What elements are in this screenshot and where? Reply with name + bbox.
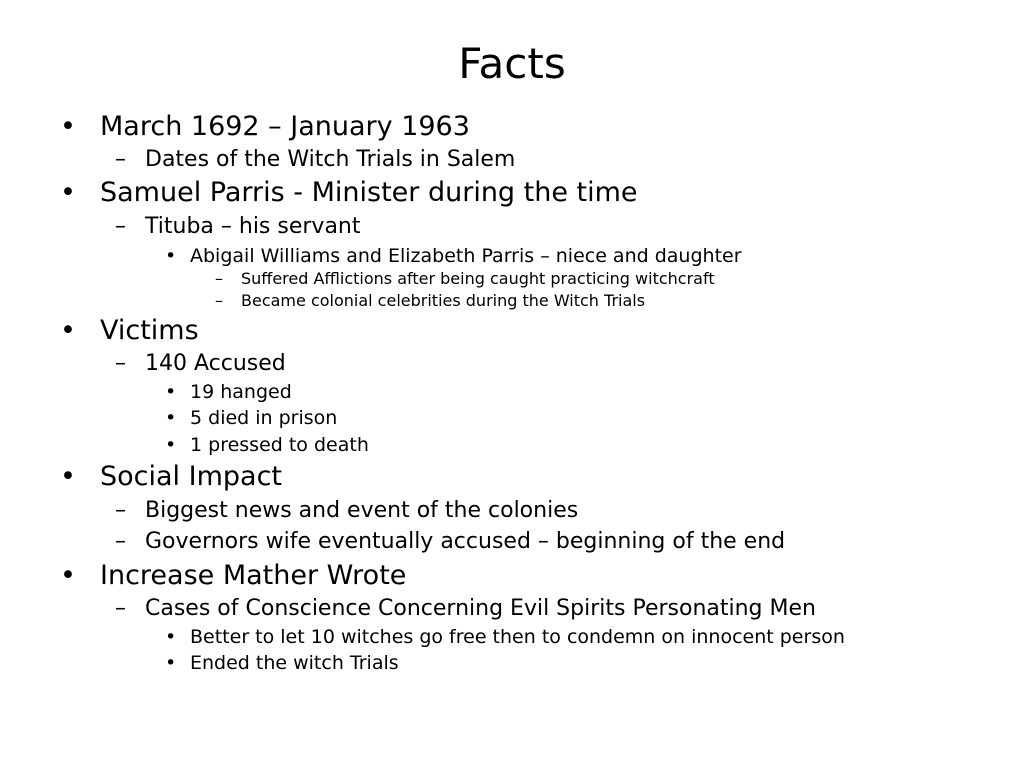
bullet-level-1-text: Social Impact [100,461,283,492]
bullet-marker: • [60,461,76,492]
bullet-level-3-text: Abigail Williams and Elizabeth Parris – niece and daughter [190,245,742,267]
bullet-level-2-text: Tituba – his servant [145,214,361,239]
dash-marker: – [115,351,126,376]
bullet-level-1-text: March 1692 – January 1963 [100,111,470,142]
bullet-level-2-text: Dates of the Witch Trials in Salem [145,147,516,172]
bullet-level-2-text: 140 Accused [145,351,286,376]
bullet-level-2-text: Governors wife eventually accused – beginning of the end [145,529,786,554]
bullet-level-1-text: Increase Mather Wrote [100,560,407,591]
bullet-marker: • [165,434,177,456]
dash-marker: – [115,147,126,172]
bullet-marker: • [60,177,76,208]
bullet-marker: • [60,111,76,142]
dash-marker: – [115,529,126,554]
bullet-level-3-text: 19 hanged [190,381,292,403]
bullet-marker: • [60,560,76,591]
bullet-level-3-text: 1 pressed to death [190,434,369,456]
bullet-marker: • [165,407,177,429]
dash-marker: – [215,291,223,310]
bullet-marker: • [165,245,177,267]
bullet-level-3-text: 5 died in prison [190,407,338,429]
bullet-level-1-text: Victims [100,315,199,346]
dash-marker: – [215,269,223,288]
bullet-marker: • [165,381,177,403]
bullet-marker: • [60,315,76,346]
bullet-level-2-text: Cases of Conscience Concerning Evil Spirits Personating Men [145,596,816,621]
bullet-level-4-text: Became colonial celebrities during the Witch Trials [241,291,646,310]
bullet-level-3-text: Ended the witch Trials [190,652,399,674]
dash-marker: – [115,596,126,621]
bullet-marker: • [165,626,177,648]
dash-marker: – [115,214,126,239]
bullet-level-1-text: Samuel Parris - Minister during the time [100,177,638,208]
bullet-marker: • [165,652,177,674]
bullet-level-4-text: Suffered Afflictions after being caught practicing witchcraft [241,269,715,288]
dash-marker: – [115,498,126,523]
bullet-level-3-text: Better to let 10 witches go free then to condemn on innocent person [190,626,845,648]
bullet-level-2-text: Biggest news and event of the colonies [145,498,579,523]
slide-title: Facts [458,39,566,88]
